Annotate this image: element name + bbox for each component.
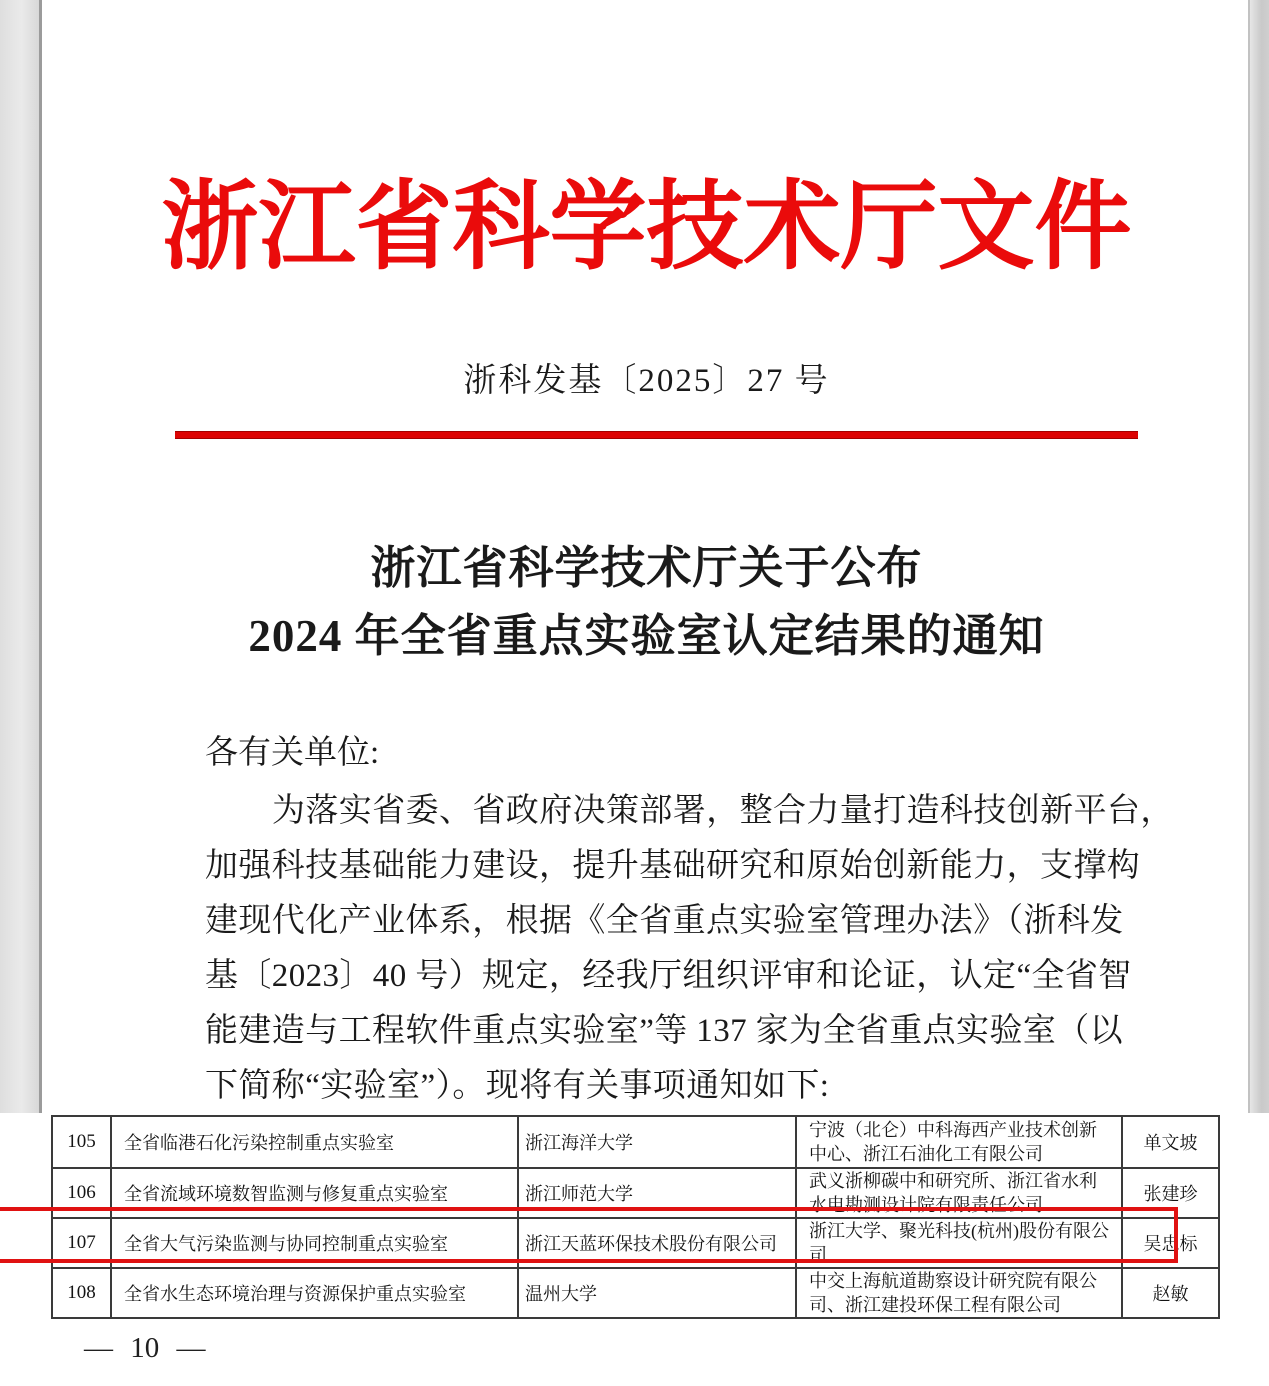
host-unit-cell: 浙江天蓝环保技术股份有限公司: [518, 1218, 796, 1268]
partner-units-cell: 武义浙柳碳中和研究所、浙江省水利水电勘测设计院有限责任公司: [796, 1168, 1122, 1218]
scan-right-margin: [1248, 0, 1269, 1113]
row-number-cell: 105: [52, 1116, 111, 1168]
lab-name-cell: 全省临港石化污染控制重点实验室: [111, 1116, 518, 1168]
lab-name-cell: 全省流域环境数智监测与修复重点实验室: [111, 1168, 518, 1218]
agency-header-title: 浙江省科学技术厅文件: [161, 174, 1132, 281]
table-row-105: [52, 1116, 1219, 1168]
scan-left-margin: [0, 0, 42, 1113]
director-cell: 吴忠标: [1122, 1218, 1219, 1268]
partner-units-cell: 浙江大学、聚光科技(杭州)股份有限公司: [796, 1218, 1122, 1268]
partner-units-cell: 宁波（北仑）中科海西产业技术创新中心、浙江石油化工有限公司: [796, 1116, 1122, 1168]
notice-title-line-2: 2024 年全省重点实验室认定结果的通知: [248, 611, 1045, 661]
body-line-6: 下简称“实验室”）。现将有关事项通知如下:: [205, 1068, 830, 1104]
row-number-cell: 107: [52, 1218, 111, 1268]
host-unit-cell: 浙江师范大学: [518, 1168, 796, 1218]
director-cell: 单文坡: [1122, 1116, 1219, 1168]
body-line-1: 为落实省委、省政府决策部署，整合力量打造科技创新平台，: [272, 793, 1174, 829]
row-number-cell: 108: [52, 1268, 111, 1318]
lab-name-cell: 全省水生态环境治理与资源保护重点实验室: [111, 1268, 518, 1318]
row-number-cell: 106: [52, 1168, 111, 1218]
body-line-2: 加强科技基础能力建设，提升基础研究和原始创新能力，支撑构: [205, 848, 1141, 884]
partner-units-cell: 中交上海航道勘察设计研究院有限公司、浙江建投环保工程有限公司: [796, 1268, 1122, 1318]
lab-table-strip: [0, 1113, 1269, 1386]
table-row-107-highlighted: [52, 1218, 1219, 1268]
host-unit-cell: 浙江海洋大学: [518, 1116, 796, 1168]
table-row-106: [52, 1168, 1219, 1218]
salutation: 各有关单位:: [205, 735, 380, 771]
director-cell: 赵敏: [1122, 1268, 1219, 1318]
host-unit-cell: 温州大学: [518, 1268, 796, 1318]
lab-name-cell: 全省大气污染监测与协同控制重点实验室: [111, 1218, 518, 1268]
document-content: [45, 0, 1248, 1113]
table-row-108: [52, 1268, 1219, 1318]
body-paragraph: [205, 784, 1174, 1114]
body-line-3: 建现代化产业体系，根据《全省重点实验室管理办法》（浙科发: [205, 903, 1124, 939]
red-divider-line: [175, 431, 1138, 439]
notice-title-line-1: 浙江省科学技术厅关于公布: [370, 543, 923, 593]
lab-results-table: [51, 1115, 1220, 1319]
body-line-5: 能建造与工程软件重点实验室”等 137 家为全省重点实验室（以: [205, 1013, 1124, 1049]
body-line-4: 基〔2023〕40 号）规定，经我厅组织评审和论证，认定“全省智: [205, 958, 1132, 994]
director-cell: 张建珍: [1122, 1168, 1219, 1218]
page-number: — 10 —: [84, 1332, 206, 1364]
document-number: 浙科发基〔2025〕27 号: [463, 363, 830, 399]
